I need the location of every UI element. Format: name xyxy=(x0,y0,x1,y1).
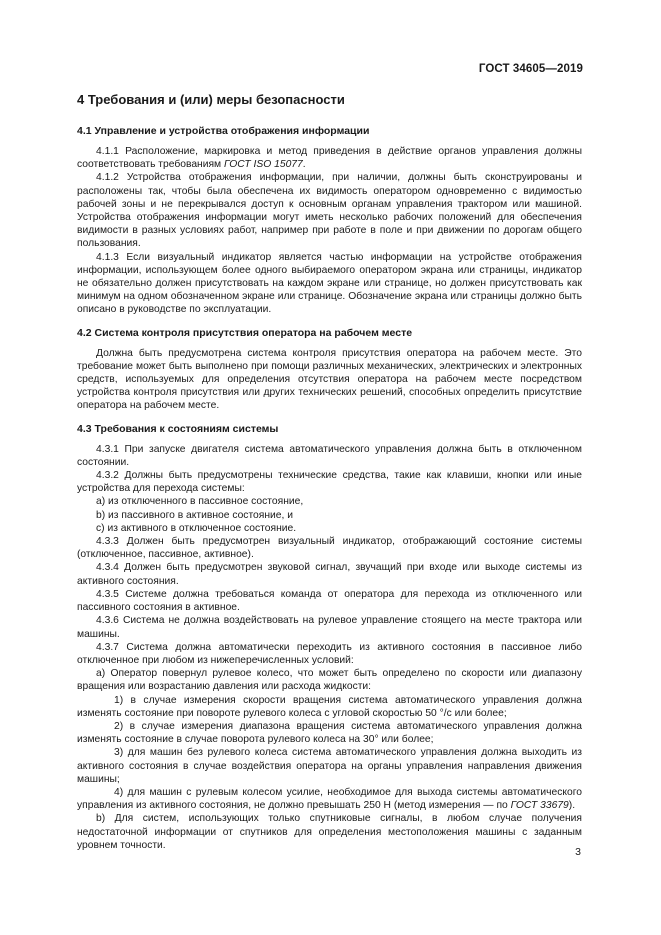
list-item-4-3-7-a-1: 1) в случае измерения скорости вращения система автоматического управления должна изменять состояние при повороте рулевого колеса с угловой скоростью 50 °/с или более; xyxy=(77,694,582,719)
paragraph-4-3-6: 4.3.6 Система не должна воздействовать на рулевое управление стоящего на месте трактора или машины. xyxy=(77,615,582,640)
document-code: ГОСТ 34605—2019 xyxy=(478,63,583,75)
paragraph-4-1-2: 4.1.2 Устройства отображения информации, при наличии, должны быть сконструированы и расположены так, чтобы была обеспечена их видимость оператором одновременно с видимостью рабочей зоны и не перекрывался доступ к основным органам управления трактором или машиной. Устройства отображения информации могут иметь несколько рабочих положений для обеспечения видимости в разных условиях работ, например при работе в поле и при движении по дорогам общего пользования. xyxy=(77,172,582,250)
paragraph-4-3-5: 4.3.5 Системе должна требоваться команда от оператора для перехода из отключенного или пассивного состояния в активное. xyxy=(77,588,582,614)
paragraph-4-3-4: 4.3.4 Должен быть предусмотрен звуковой сигнал, звучащий при входе или выходе системы из активного состояния. xyxy=(77,562,582,587)
list-item-4-3-7-b: b) Для систем, использующих только спутниковые сигналы, в любом случае получения недостаточной информации от спутников для определения местоположения машины с заданным уровнем точности. xyxy=(77,813,582,851)
subsection-title-4-1: 4.1 Управление и устройства отображения информации xyxy=(77,125,370,137)
paragraph-4-3-7: 4.3.7 Система должна автоматически переходить из активного состояния в пассивное либо отключенное при любом из нижеперечисленных условий: xyxy=(77,641,582,666)
paragraph-4-3-1: 4.3.1 При запуске двигателя система автоматического управления должна быть в отключенном состоянии. xyxy=(77,443,582,468)
section-title: 4 Требования и (или) меры безопасности xyxy=(77,92,345,107)
list-item-4-3-2-c: c) из активного в отключенное состояние. xyxy=(96,522,297,534)
paragraph-text: 4) для машин с рулевым колесом усилие, необходимое для выхода системы автоматического управления из активного состояния, не должно превышать 250 Н (метод измерения — по xyxy=(77,786,582,812)
paragraph-4-3-3: 4.3.3 Должен быть предусмотрен визуальный индикатор, отображающий состояние системы (отключенное, пассивное, активное). xyxy=(77,536,582,561)
list-item-4-3-7-a-2: 2) в случае измерения диапазона вращения система автоматического управления должна изменять состояние в случае поворота рулевого колеса на 30° или более; xyxy=(77,720,582,746)
list-item-4-3-2-a: a) из отключенного в пассивное состояние, xyxy=(96,496,304,508)
paragraph-4-1-3: 4.1.3 Если визуальный индикатор является частью информации на устройстве отображения информации, использующем более одного выбираемого оператором экрана или страницы, индикатор не обязательно должен присутствовать на каждом экране или странице, но должен присутствовать как минимум на одном обозначенном экране или странице. Обозначение экрана или страницы должно быть описано в руководстве по эксплуатации. xyxy=(77,251,582,316)
list-item-4-3-2-b: b) из пассивного в активное состояние, и xyxy=(96,509,293,521)
subsection-title-4-2: 4.2 Система контроля присутствия оператора на рабочем месте xyxy=(77,326,413,339)
list-item-4-3-7-a-4 xyxy=(77,786,582,812)
standard-reference: ГОСТ ISO 15077 xyxy=(224,159,303,171)
list-item-4-3-7-a-3: 3) для машин без рулевого колеса система автоматического управления должна выходить из активного состояния в случае воздействия оператора на органы управления направления движения машины; xyxy=(77,747,582,785)
paragraph-4-2: Должна быть предусмотрена система контроля присутствия оператора на рабочем месте. Это требование может быть выполнено при помощи различных механических, электрических и электронных средств, используемых для определения отсутствия оператора на рабочем месте посредством устройства контроля присутствия или других технических решений, способных определить присутствие оператора на рабочем месте. xyxy=(77,347,582,412)
paragraph-text: 4.1.1 Расположение, маркировка и метод приведения в действие органов управления должны соответствовать требованиям xyxy=(77,146,582,171)
paragraph-text: . xyxy=(302,159,306,171)
standard-reference: ГОСТ 33679 xyxy=(510,800,569,812)
page-number: 3 xyxy=(575,846,581,858)
paragraph-text: ). xyxy=(568,800,576,812)
page-content xyxy=(77,92,582,852)
paragraph-4-1-1 xyxy=(77,145,582,171)
subsection-title-4-3: 4.3 Требования к состояниям системы xyxy=(77,422,279,435)
list-item-4-3-7-a: a) Оператор повернул рулевое колесо, что может быть определено по скорости или диапазону вращения или возрастанию давления или расхода жидкости: xyxy=(77,668,582,693)
paragraph-4-3-2: 4.3.2 Должны быть предусмотрены технические средства, такие как клавиши, кнопки или иные устройства для перехода системы: xyxy=(77,470,582,495)
